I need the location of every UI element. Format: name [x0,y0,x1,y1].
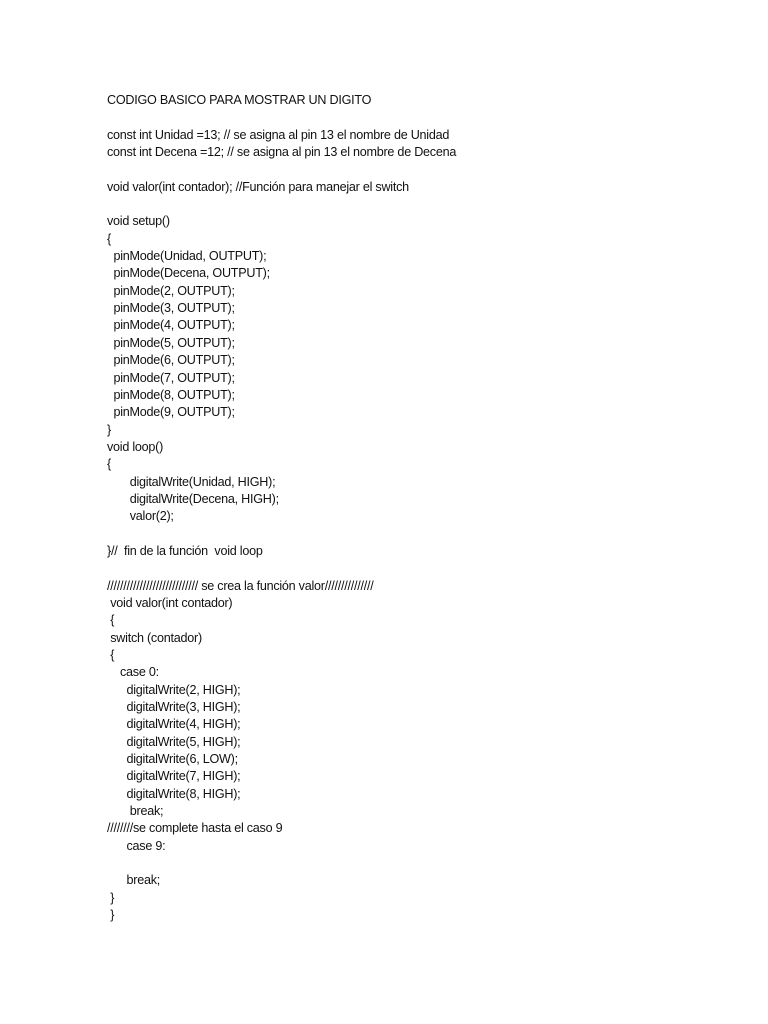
code-line: digitalWrite(Decena, HIGH); [107,491,279,506]
code-line: pinMode(Unidad, OUTPUT); [107,249,267,264]
code-line: void setup() [107,214,170,229]
code-line: } [107,908,115,923]
code-line: void loop() [107,439,164,454]
code-line: digitalWrite(Unidad, HIGH); [107,474,276,489]
code-line: pinMode(Decena, OUTPUT); [107,266,270,281]
code-line: void valor(int contador) [107,595,233,610]
code-line: pinMode(3, OUTPUT); [107,301,235,316]
blank-line [107,109,747,126]
code-document [107,92,747,925]
code-line: digitalWrite(5, HIGH); [107,734,241,749]
blank-line [107,560,747,577]
blank-line [107,526,747,543]
code-line: valor(2); [107,509,174,524]
code-line: pinMode(2, OUTPUT); [107,283,235,298]
code-line: digitalWrite(2, HIGH); [107,682,241,697]
code-line: { [107,231,111,246]
code-line: { [107,613,115,628]
code-line: pinMode(7, OUTPUT); [107,370,235,385]
code-line: pinMode(5, OUTPUT); [107,335,235,350]
code-line: void valor(int contador); //Función para manejar el switch [107,179,409,194]
code-line: digitalWrite(7, HIGH); [107,769,241,784]
code-line: pinMode(4, OUTPUT); [107,318,235,333]
blank-line [107,161,747,178]
code-line: case 9: [107,838,166,853]
code-line: digitalWrite(3, HIGH); [107,700,241,715]
code-line: const int Decena =12; // se asigna al pin 13 el nombre de Decena [107,145,457,160]
code-line: const int Unidad =13; // se asigna al pin 13 el nombre de Unidad [107,127,450,142]
blank-line [107,196,747,213]
code-line: { [107,648,115,662]
code-line: digitalWrite(8, HIGH); [107,786,241,801]
code-line: }// fin de la función void loop [107,543,263,558]
code-line: digitalWrite(4, HIGH); [107,717,241,732]
code-line: //////////////////////////// se crea la función valor/////////////// [107,578,374,593]
code-line: digitalWrite(6, LOW); [107,752,238,767]
code-line: break; [107,804,164,819]
code-line: break; [107,873,160,888]
code-line: pinMode(8, OUTPUT); [107,387,235,402]
code-line: { [107,457,111,472]
blank-line [107,855,747,872]
document-title: CODIGO BASICO PARA MOSTRAR UN DIGITO [107,93,372,107]
code-line: } [107,890,115,905]
code-line: pinMode(9, OUTPUT); [107,405,235,420]
code-line: case 0: [107,665,159,680]
code-line: pinMode(6, OUTPUT); [107,353,235,368]
code-line: } [107,422,111,437]
code-line: ////////se complete hasta el caso 9 [107,821,283,836]
code-line: switch (contador) [107,630,202,645]
